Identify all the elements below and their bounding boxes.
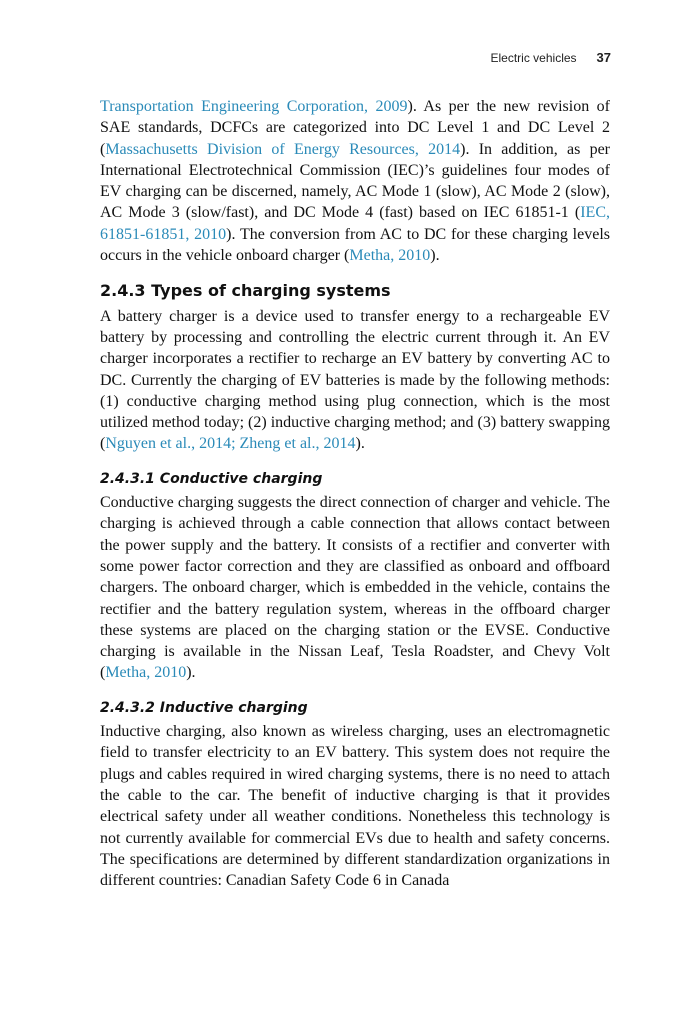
body-text	[100, 96, 610, 891]
paragraph-text: ). The conversion from AC to DC for these charging levels occurs in the vehicle onboard charger (	[100, 225, 610, 265]
paragraph-text: A battery charger is a device used to transfer energy to a rechargeable EV battery by processing and controlling the electric current through it. An EV charger incorporates a rectifier to recharge an EV battery by converting AC to DC. Currently the charging of EV batteries is made by the following methods: (1) conductive charging method using plug connection, which is the most utilized method today; (2) inductive charging method; and (3) battery swapping (	[100, 307, 610, 453]
subsection-heading-conductive: 2.4.3.1 Conductive charging	[100, 470, 323, 487]
section-heading: 2.4.3 Types of charging systems	[100, 281, 391, 301]
paragraph-text: Inductive charging, also known as wireless charging, uses an electromagnetic field to transfer electricity to an EV battery. This system does not require the plugs and cables required in wired charging systems, there is no need to attach the cable to the car. The benefit of inductive charging is that it provides electrical safety under all weather conditions. Nonetheless this technology is not currently available for commercial EVs due to health and safety concerns. The specifications are determined by different standardization organizations in different countries: Canadian Safety Code 6 in Canada	[100, 723, 610, 890]
paragraph-text: ).	[186, 664, 196, 682]
citation-link[interactable]: Massachusetts Division of Energy Resources, 2014	[105, 140, 461, 158]
paragraph-text: ). In addition, as per International Electrotechnical Commission (IEC)’s guidelines four modes of EV charging can be discerned, namely, AC Mode 1 (slow), AC Mode 2 (slow), AC Mode 3 (slow/fast), and DC Mode 4 (fast) based on IEC 61851-1 (	[100, 140, 610, 222]
running-header	[491, 50, 612, 65]
running-title: Electric vehicles	[490, 51, 577, 65]
citation-link[interactable]: Transportation Engineering Corporation, 2009	[100, 98, 408, 115]
paragraph-text: ).	[430, 247, 440, 265]
citation-link[interactable]: Nguyen et al., 2014; Zheng et al., 2014	[105, 435, 356, 453]
section-paragraph	[100, 306, 610, 455]
citation-link[interactable]: Metha, 2010	[105, 664, 187, 682]
citation-link[interactable]: Metha, 2010	[349, 247, 431, 265]
citation-link[interactable]: IEC, 61851-61851, 2010	[100, 204, 610, 243]
inductive-paragraph	[100, 721, 610, 891]
paragraph-continued	[100, 96, 610, 266]
conductive-paragraph	[100, 492, 610, 684]
subsection-heading-inductive: 2.4.3.2 Inductive charging	[100, 699, 308, 716]
page-number: 37	[596, 50, 611, 65]
paragraph-text: Conductive charging suggests the direct connection of charger and vehicle. The charging is achieved through a cable connection that allows contact between the power supply and the battery. It consists of a rectifier and converter with some power factor correction and they are classified as onboard and offboard chargers. The onboard charger, which is embedded in the vehicle, contains the rectifier and the battery regulation system, whereas in the offboard charger these systems are placed on the charging station or the EVSE. Conductive charging is available in the Nissan Leaf, Tesla Roadster, and Chevy Volt (	[100, 494, 610, 682]
paragraph-text: ). As per the new revision of SAE standards, DCFCs are categorized into DC Level 1 and DC Level 2 (	[100, 98, 611, 158]
paragraph-text: ).	[355, 435, 365, 453]
